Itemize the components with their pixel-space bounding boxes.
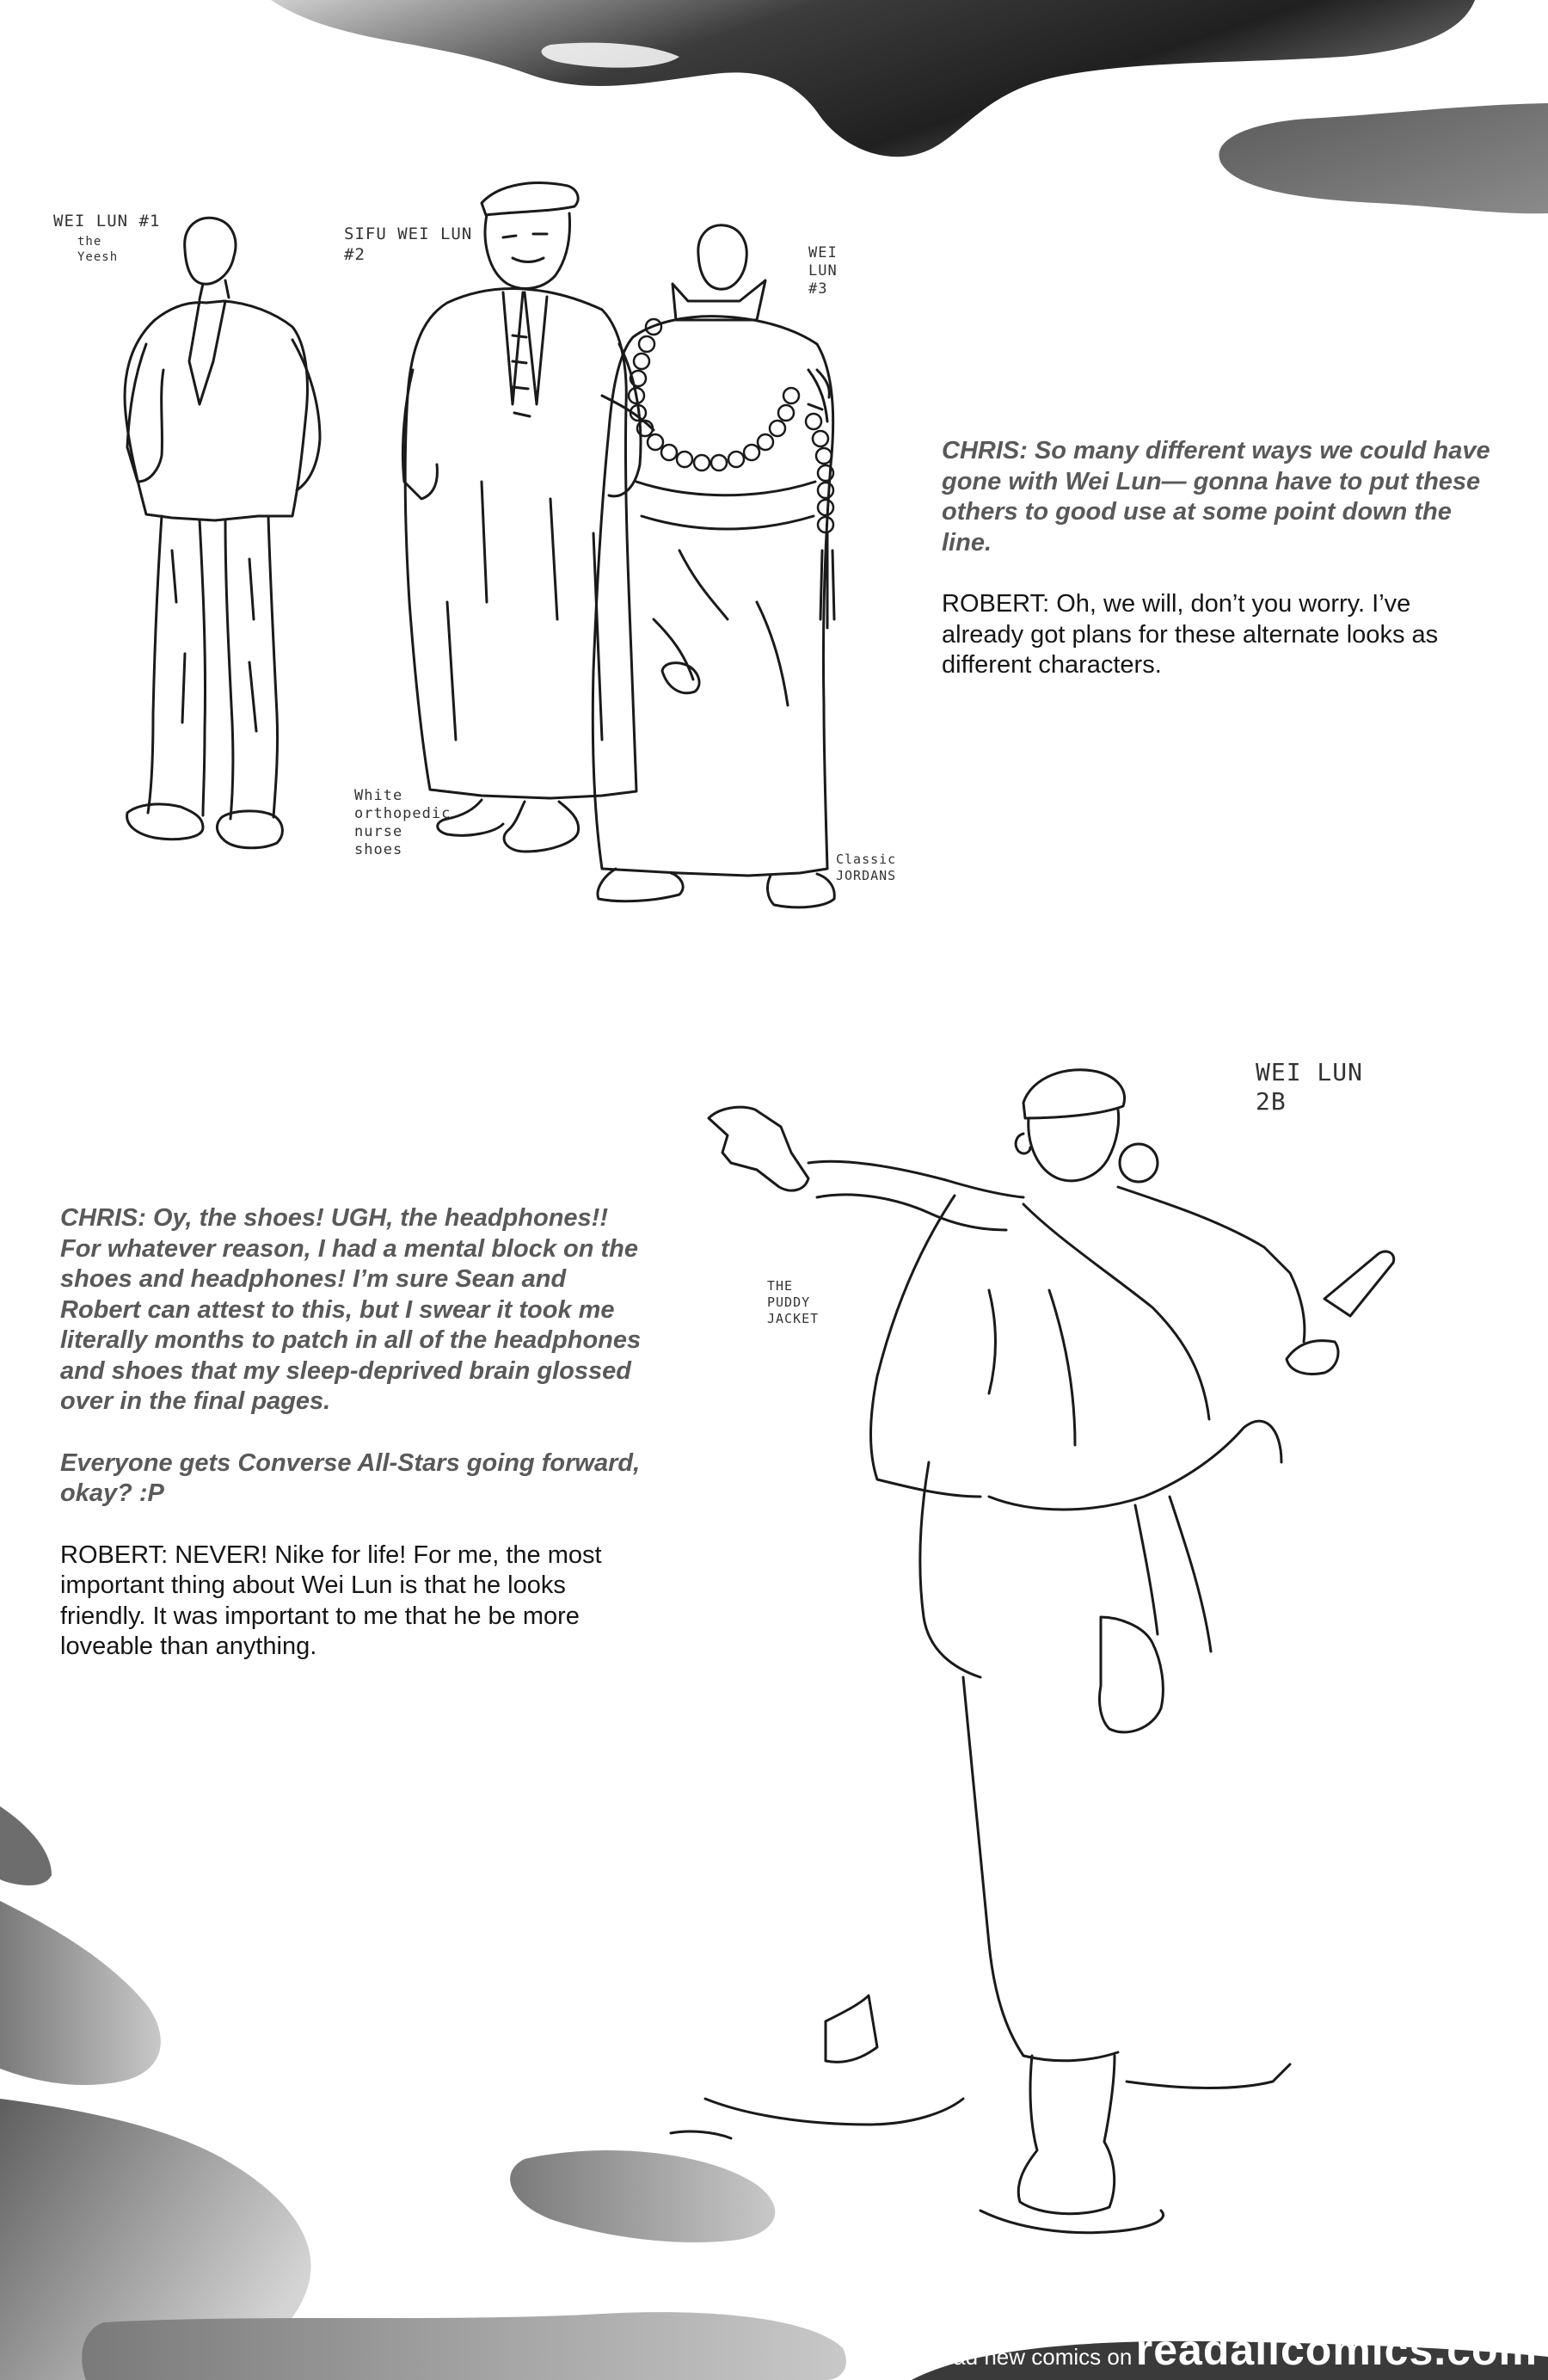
sketch-wei-lun-1	[125, 218, 320, 848]
label-classic-jordans: Classic JORDANS	[836, 852, 897, 883]
label-wei-lun-1-note: the Yeesh	[77, 235, 119, 264]
robert-comment-top: ROBERT: Oh, we will, don’t you worry. I’ve already got plans for these alternate looks as different characters.	[942, 590, 1439, 679]
robert-comment-bottom: ROBERT: NEVER! Nike for life! For me, the most important thing about Wei Lun is that he looks friendly. It was important to me that he be more loveable than anything.	[60, 1541, 602, 1660]
chris-comment-bottom: CHRIS: Oy, the shoes! UGH, the headphones!! For whatever reason, I had a mental block on the shoes and headphones! I’m sure Sean and Robert can attest to this, but I swear it took me literally months to patch in all of the headphones and shoes that my sleep-deprived brain glossed over in the final pages.	[60, 1204, 642, 1415]
label-wei-lun-2b: WEI LUN 2B	[1256, 1058, 1364, 1116]
sketch-wei-lun-2b	[671, 1070, 1394, 2233]
label-wei-lun-1: WEI LUN #1	[53, 212, 161, 231]
commentary-bottom	[60, 1203, 645, 1663]
prayer-beads	[629, 319, 833, 532]
chris-comment-followup: Everyone gets Converse All-Stars going forward, okay? :P	[60, 1448, 641, 1507]
label-puddy-jacket: THE PUDDY JACKET	[767, 1278, 820, 1326]
watermark-prefix: read new comics on	[933, 2344, 1133, 2370]
watermark	[933, 2325, 1538, 2375]
label-nurse-shoes: White orthopedic nurse shoes	[354, 787, 452, 858]
sketch-sifu-wei-lun-2	[402, 183, 641, 852]
label-wei-lun-3: WEI LUN #3	[808, 244, 838, 298]
commentary-top	[942, 436, 1492, 681]
label-sifu-wei-lun-2: SIFU WEI LUN #2	[344, 224, 473, 264]
chris-comment-top: CHRIS: So many different ways we could have gone with Wei Lun— gonna have to put these others to good use at some point down the line.	[942, 437, 1490, 557]
watermark-site: readallcomics.com	[1135, 2326, 1538, 2374]
